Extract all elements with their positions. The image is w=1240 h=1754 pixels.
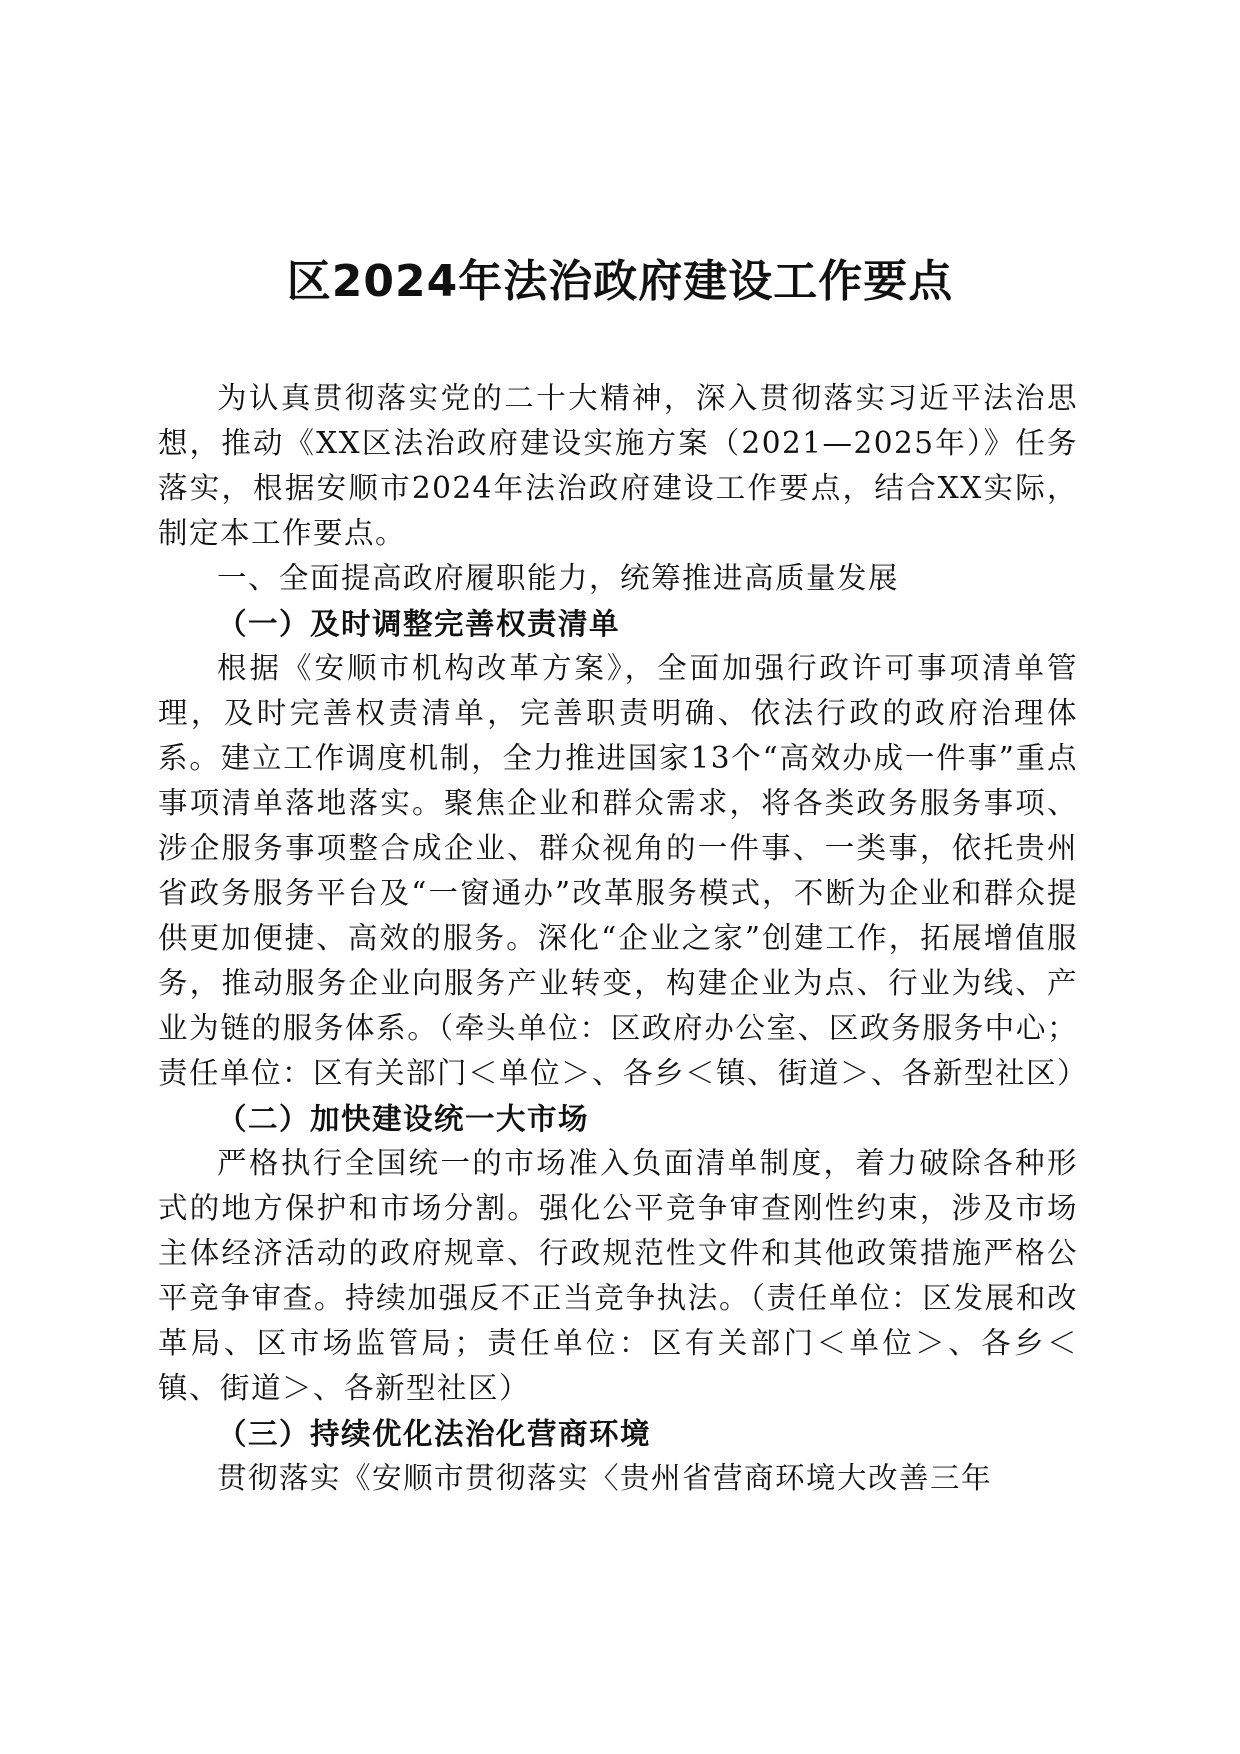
section-1-heading: 一、全面提高政府履职能力，统筹推进高质量发展 [217,561,900,595]
subsection-3-heading: （三）持续优化法治化营商环境 [217,1416,652,1451]
intro-paragraph: 为认真贯彻落实党的二十大精神，深入贯彻落实习近平法治思想，推动《XX区法治政府建设实施方案（2021—2025年）》任务落实，根据安顺市2024年法治政府建设工作要点，结合XX实际，制定本工作要点。 [158,381,1078,550]
subsection-1-paragraph: 根据《安顺市机构改革方案》，全面加强行政许可事项清单管理，及时完善权责清单，完善职责明确、依法行政的政府治理体系。建立工作调度机制，全力推进国家13个“高效办成一件事”重点事项清单落地落实。聚焦企业和群众需求，将各类政务服务事项、涉企服务事项整合成企业、群众视角的一件事、一类事，依托贵州省政务服务平台及“一窗通办”改革服务模式，不断为企业和群众提供更加便捷、高效的服务。深化“企业之家”创建工作，拓展增值服务，推动服务企业向服务产业转变，构建企业为点、行业为线、产业为链的服务体系。（牵头单位：区政府办公室、区政务服务中心；责任单位：区有关部门＜单位＞、各乡＜镇、街道＞、各新型社区） [158,651,1089,1090]
subsection-2-heading: （二）加快建设统一大市场 [217,1101,590,1136]
document-title: 区2024年法治政府建设工作要点 [286,256,954,307]
document-body [158,376,1089,1501]
subsection-2-paragraph: 严格执行全国统一的市场准入负面清单制度，着力破除各种形式的地方保护和市场分割。强化公平竞争审查刚性约束，涉及市场主体经济活动的政府规章、行政规范性文件和其他政策措施严格公平竞争审查。持续加强反不正当竞争执法。（责任单位：区发展和改革局、区市场监管局；责任单位：区有关部门＜单位＞、各乡＜镇、街道＞、各新型社区） [158,1146,1078,1405]
subsection-1-heading: （一）及时调整完善权责清单 [217,606,621,641]
subsection-3-paragraph: 贯彻落实《安顺市贯彻落实〈贵州省营商环境大改善三年 [217,1461,993,1495]
